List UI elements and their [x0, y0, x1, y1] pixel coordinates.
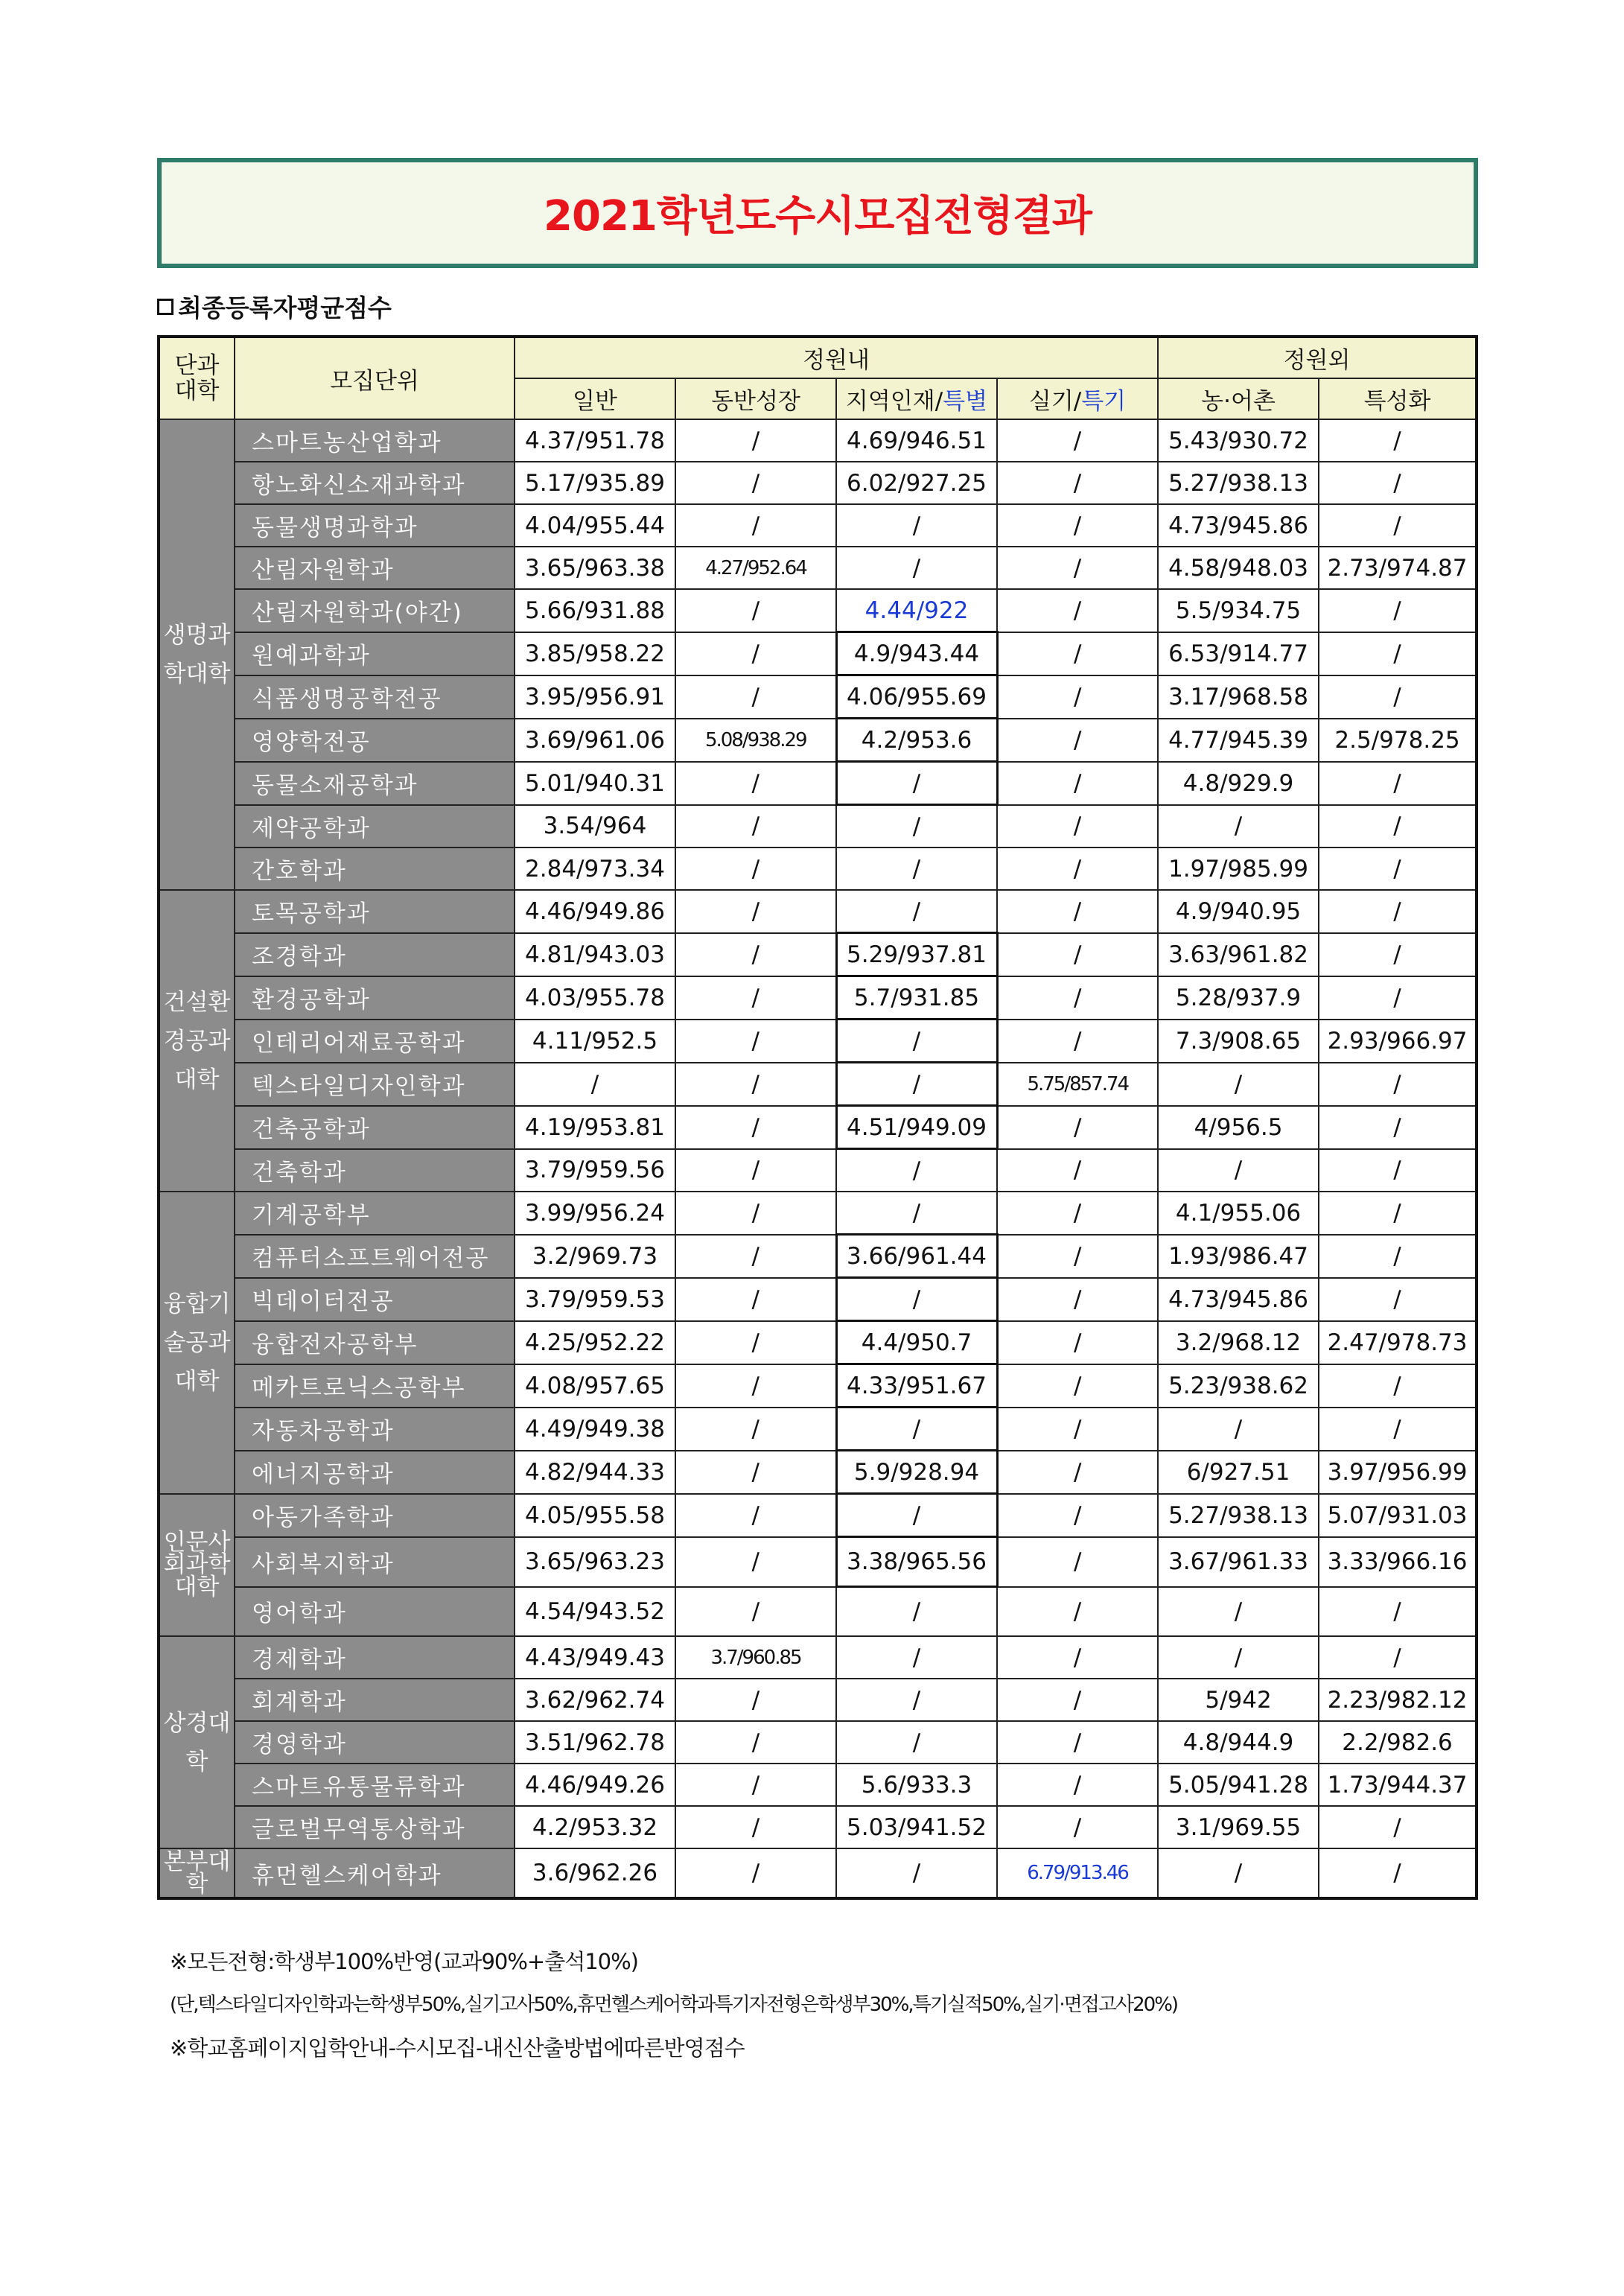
table-row	[159, 1106, 1477, 1149]
department-name: 동물생명과학과	[235, 504, 515, 547]
score-cell: /	[997, 1679, 1158, 1721]
header-college: 단과대학	[159, 337, 235, 419]
score-cell: /	[997, 890, 1158, 933]
score-cell: 5.43/930.72	[1158, 419, 1319, 462]
table-row	[159, 1063, 1477, 1106]
score-cell: /	[997, 547, 1158, 589]
score-cell: 4.8/944.9	[1158, 1721, 1319, 1764]
college-name: 건설환경공과대학	[159, 890, 235, 1192]
table-row	[159, 1721, 1477, 1764]
department-name: 에너지공학과	[235, 1451, 515, 1494]
score-cell: /	[1158, 1636, 1319, 1679]
table-row	[159, 589, 1477, 632]
score-cell: 3.97/956.99	[1319, 1451, 1477, 1494]
score-cell: /	[675, 589, 836, 632]
score-cell: 3.62/962.74	[515, 1679, 675, 1721]
score-cell: 3.67/961.33	[1158, 1537, 1319, 1587]
table-row	[159, 632, 1477, 675]
score-cell: /	[836, 1679, 997, 1721]
score-cell: /	[997, 1537, 1158, 1587]
score-cell: 4.06/955.69	[836, 675, 997, 719]
score-cell: /	[997, 762, 1158, 805]
score-cell: 3.66/961.44	[836, 1235, 997, 1278]
score-cell: /	[997, 1806, 1158, 1848]
score-cell: /	[675, 1278, 836, 1321]
score-cell: /	[1319, 1636, 1477, 1679]
score-cell: /	[1158, 1149, 1319, 1192]
score-cell: /	[675, 1587, 836, 1637]
table-row	[159, 1636, 1477, 1679]
score-cell: 5/942	[1158, 1679, 1319, 1721]
department-name: 영어학과	[235, 1587, 515, 1637]
score-cell: 4.2/953.6	[836, 719, 997, 762]
score-cell: /	[997, 675, 1158, 719]
checkbox-square-icon	[157, 299, 173, 315]
table-row	[159, 1587, 1477, 1637]
header-specialized: 특성화	[1319, 378, 1477, 419]
score-cell: 5.66/931.88	[515, 589, 675, 632]
score-cell: 3.65/963.23	[515, 1537, 675, 1587]
score-cell: 2.5/978.25	[1319, 719, 1477, 762]
score-cell: /	[836, 1192, 997, 1235]
score-cell: /	[1319, 1278, 1477, 1321]
table-row	[159, 675, 1477, 719]
department-name: 융합전자공학부	[235, 1321, 515, 1364]
header-general: 일반	[515, 378, 675, 419]
score-cell: /	[675, 1063, 836, 1106]
score-cell: /	[1158, 1408, 1319, 1451]
department-name: 메카트로닉스공학부	[235, 1364, 515, 1408]
score-cell: /	[836, 1278, 997, 1321]
score-cell: 3.85/958.22	[515, 632, 675, 675]
score-cell: 4.82/944.33	[515, 1451, 675, 1494]
score-cell: /	[836, 1848, 997, 1898]
score-cell: /	[1158, 1063, 1319, 1106]
note-2: (단,텍스타일디자인학과는학생부50%,실기고사50%,휴먼헬스케어학과특기자전형은학생부30%,특기실적50%,실기·면접고사20%)	[170, 1994, 1178, 2016]
score-cell: /	[836, 547, 997, 589]
score-cell: 4.33/951.67	[836, 1364, 997, 1408]
score-cell: 3.95/956.91	[515, 675, 675, 719]
score-cell: 5.27/938.13	[1158, 1494, 1319, 1537]
score-cell: /	[836, 1408, 997, 1451]
results-table	[157, 335, 1478, 1900]
score-cell: 2.73/974.87	[1319, 547, 1477, 589]
score-cell: 5.27/938.13	[1158, 462, 1319, 504]
score-cell: /	[675, 504, 836, 547]
score-cell: 4.25/952.22	[515, 1321, 675, 1364]
score-cell: 4.19/953.81	[515, 1106, 675, 1149]
score-cell: /	[675, 1106, 836, 1149]
score-cell: /	[675, 1321, 836, 1364]
department-name: 휴먼헬스케어학과	[235, 1848, 515, 1898]
score-cell: /	[1319, 1806, 1477, 1848]
score-cell: /	[997, 589, 1158, 632]
score-cell: 2.47/978.73	[1319, 1321, 1477, 1364]
department-name: 식품생명공학전공	[235, 675, 515, 719]
score-cell: 5.07/931.03	[1319, 1494, 1477, 1537]
department-name: 경제학과	[235, 1636, 515, 1679]
department-name: 토목공학과	[235, 890, 515, 933]
score-cell: /	[997, 1587, 1158, 1637]
score-cell: 5.05/941.28	[1158, 1764, 1319, 1806]
score-cell: 5.6/933.3	[836, 1764, 997, 1806]
score-cell: 4.51/949.09	[836, 1106, 997, 1149]
score-cell: /	[675, 1848, 836, 1898]
college-name: 생명과학대학	[159, 419, 235, 890]
score-cell: /	[1319, 1848, 1477, 1898]
college-name: 본부대학	[159, 1848, 235, 1898]
table-row	[159, 1020, 1477, 1063]
score-cell: /	[997, 504, 1158, 547]
score-cell: 3.65/963.38	[515, 547, 675, 589]
score-cell: /	[1319, 1235, 1477, 1278]
score-cell: 2.84/973.34	[515, 848, 675, 890]
score-cell: /	[997, 419, 1158, 462]
score-cell: 4.54/943.52	[515, 1587, 675, 1637]
table-row	[159, 1364, 1477, 1408]
department-name: 환경공학과	[235, 976, 515, 1020]
score-cell: 2.23/982.12	[1319, 1679, 1477, 1721]
score-cell: 3.69/961.06	[515, 719, 675, 762]
score-cell: /	[836, 1494, 997, 1537]
score-cell: 4.37/951.78	[515, 419, 675, 462]
score-cell: 3.38/965.56	[836, 1537, 997, 1587]
table-body	[159, 419, 1477, 1898]
table-row	[159, 1806, 1477, 1848]
score-cell: /	[1319, 933, 1477, 976]
header-rural: 농·어촌	[1158, 378, 1319, 419]
score-cell: /	[1319, 805, 1477, 848]
score-cell: /	[836, 890, 997, 933]
score-cell: 3.33/966.16	[1319, 1537, 1477, 1587]
table-row	[159, 419, 1477, 462]
score-cell: 4.49/949.38	[515, 1408, 675, 1451]
score-cell: 5.7/931.85	[836, 976, 997, 1020]
score-cell: /	[675, 419, 836, 462]
score-cell: /	[675, 462, 836, 504]
score-cell: /	[675, 1364, 836, 1408]
table-row	[159, 1149, 1477, 1192]
department-name: 원예과학과	[235, 632, 515, 675]
score-cell: /	[675, 805, 836, 848]
score-cell: /	[997, 1721, 1158, 1764]
score-cell: /	[997, 1321, 1158, 1364]
table-row	[159, 976, 1477, 1020]
score-cell: 4.27/952.64	[675, 547, 836, 589]
department-name: 건축공학과	[235, 1106, 515, 1149]
score-cell: /	[997, 805, 1158, 848]
page-title: 2021학년도수시모집전형결과	[544, 192, 1092, 241]
score-cell: /	[836, 1721, 997, 1764]
score-cell: /	[1319, 1364, 1477, 1408]
table-row	[159, 1848, 1477, 1898]
score-cell: 4.44/922	[836, 589, 997, 632]
table-row	[159, 1537, 1477, 1587]
score-cell: /	[1319, 1149, 1477, 1192]
score-cell: /	[675, 848, 836, 890]
score-cell: /	[675, 1494, 836, 1537]
score-cell: /	[997, 1451, 1158, 1494]
score-cell: /	[1319, 1587, 1477, 1637]
score-cell: /	[836, 1636, 997, 1679]
score-cell: 4.03/955.78	[515, 976, 675, 1020]
score-cell: 3.6/962.26	[515, 1848, 675, 1898]
score-cell: 5.29/937.81	[836, 933, 997, 976]
department-name: 산림자원학과	[235, 547, 515, 589]
table-row	[159, 805, 1477, 848]
score-cell: 5.9/928.94	[836, 1451, 997, 1494]
score-cell: /	[997, 1149, 1158, 1192]
score-cell: 4.1/955.06	[1158, 1192, 1319, 1235]
score-cell: /	[997, 462, 1158, 504]
score-cell: /	[1158, 805, 1319, 848]
table-row	[159, 1451, 1477, 1494]
score-cell: /	[675, 890, 836, 933]
score-cell: 3.2/968.12	[1158, 1321, 1319, 1364]
score-cell: /	[997, 1106, 1158, 1149]
score-cell: /	[997, 719, 1158, 762]
score-cell: /	[836, 848, 997, 890]
score-cell: 6.02/927.25	[836, 462, 997, 504]
score-cell: 5.5/934.75	[1158, 589, 1319, 632]
score-cell: /	[997, 976, 1158, 1020]
score-cell: 4.9/940.95	[1158, 890, 1319, 933]
score-cell: /	[997, 933, 1158, 976]
department-name: 제약공학과	[235, 805, 515, 848]
score-cell: /	[997, 1235, 1158, 1278]
score-cell: /	[1319, 762, 1477, 805]
score-cell: /	[997, 1020, 1158, 1063]
table-row	[159, 1679, 1477, 1721]
section-heading	[157, 289, 392, 324]
score-cell: 3.51/962.78	[515, 1721, 675, 1764]
score-cell: /	[675, 1679, 836, 1721]
score-cell: /	[836, 762, 997, 805]
score-cell: 4.9/943.44	[836, 632, 997, 675]
score-cell: /	[675, 1408, 836, 1451]
college-name: 상경대학	[159, 1636, 235, 1848]
score-cell: 4.73/945.86	[1158, 504, 1319, 547]
score-cell: 3.1/969.55	[1158, 1806, 1319, 1848]
score-cell: 3.63/961.82	[1158, 933, 1319, 976]
score-cell: 3.54/964	[515, 805, 675, 848]
score-cell: /	[997, 1364, 1158, 1408]
score-cell: 3.17/968.58	[1158, 675, 1319, 719]
department-name: 회계학과	[235, 1679, 515, 1721]
department-name: 스마트유통물류학과	[235, 1764, 515, 1806]
score-cell: /	[997, 1494, 1158, 1537]
table-row	[159, 890, 1477, 933]
score-cell: 4.2/953.32	[515, 1806, 675, 1848]
score-cell: /	[1319, 589, 1477, 632]
score-cell: /	[836, 1587, 997, 1637]
score-cell: 4.46/949.86	[515, 890, 675, 933]
department-name: 동물소재공학과	[235, 762, 515, 805]
score-cell: 3.2/969.73	[515, 1235, 675, 1278]
score-cell: /	[1319, 1063, 1477, 1106]
department-name: 컴퓨터소프트웨어전공	[235, 1235, 515, 1278]
score-cell: /	[675, 1020, 836, 1063]
department-name: 빅데이터전공	[235, 1278, 515, 1321]
note-1: ※모든전형:학생부100%반영(교과90%+출석10%)	[170, 1949, 639, 1974]
score-cell: /	[997, 1408, 1158, 1451]
score-cell: 7.3/908.65	[1158, 1020, 1319, 1063]
score-cell: /	[675, 1721, 836, 1764]
score-cell: 5.03/941.52	[836, 1806, 997, 1848]
score-cell: /	[675, 1235, 836, 1278]
score-cell: 5.28/937.9	[1158, 976, 1319, 1020]
score-cell: 5.23/938.62	[1158, 1364, 1319, 1408]
score-cell: /	[1319, 976, 1477, 1020]
score-cell: /	[675, 1149, 836, 1192]
department-name: 간호학과	[235, 848, 515, 890]
department-name: 사회복지학과	[235, 1537, 515, 1587]
table-row	[159, 1764, 1477, 1806]
department-name: 건축학과	[235, 1149, 515, 1192]
table-row	[159, 719, 1477, 762]
score-cell: 4.08/957.65	[515, 1364, 675, 1408]
score-cell: 4.69/946.51	[836, 419, 997, 462]
section-title: 최종등록자평균점수	[178, 293, 392, 322]
department-name: 영양학전공	[235, 719, 515, 762]
score-cell: /	[997, 1278, 1158, 1321]
score-cell: /	[1319, 504, 1477, 547]
table-row	[159, 933, 1477, 976]
table-row	[159, 762, 1477, 805]
score-cell: /	[997, 1636, 1158, 1679]
table-row	[159, 1494, 1477, 1537]
score-cell: /	[836, 1149, 997, 1192]
score-cell: 4.04/955.44	[515, 504, 675, 547]
score-cell: 2.93/966.97	[1319, 1020, 1477, 1063]
department-name: 텍스타일디자인학과	[235, 1063, 515, 1106]
score-cell: /	[836, 1063, 997, 1106]
score-cell: /	[1319, 1192, 1477, 1235]
score-cell: /	[675, 976, 836, 1020]
score-cell: 1.97/985.99	[1158, 848, 1319, 890]
score-cell: /	[836, 504, 997, 547]
score-cell: /	[997, 1764, 1158, 1806]
score-cell: /	[1319, 848, 1477, 890]
score-cell: 3.99/956.24	[515, 1192, 675, 1235]
score-cell: 4.4/950.7	[836, 1321, 997, 1364]
table-row	[159, 547, 1477, 589]
score-cell: 5.17/935.89	[515, 462, 675, 504]
header-regional: 지역인재/특별	[836, 378, 997, 419]
table-row	[159, 1278, 1477, 1321]
score-cell: /	[1158, 1587, 1319, 1637]
score-cell: /	[675, 1806, 836, 1848]
score-cell: /	[836, 1020, 997, 1063]
score-cell: /	[1319, 1106, 1477, 1149]
score-cell: 4.43/949.43	[515, 1636, 675, 1679]
score-cell: 5.01/940.31	[515, 762, 675, 805]
score-cell: /	[675, 762, 836, 805]
score-cell: 4.11/952.5	[515, 1020, 675, 1063]
table-row	[159, 1408, 1477, 1451]
score-cell: /	[997, 1192, 1158, 1235]
title-box	[157, 158, 1478, 268]
score-cell: 4/956.5	[1158, 1106, 1319, 1149]
score-cell: 4.58/948.03	[1158, 547, 1319, 589]
score-cell: 1.93/986.47	[1158, 1235, 1319, 1278]
table-row	[159, 848, 1477, 890]
score-cell: /	[997, 632, 1158, 675]
score-cell: /	[675, 1451, 836, 1494]
department-name: 아동가족학과	[235, 1494, 515, 1537]
score-cell: 5.08/938.29	[675, 719, 836, 762]
header-outside-quota: 정원외	[1158, 337, 1477, 378]
header-practical: 실기/특기	[997, 378, 1158, 419]
score-cell: 3.79/959.53	[515, 1278, 675, 1321]
table-row	[159, 1321, 1477, 1364]
score-cell: /	[1319, 462, 1477, 504]
score-cell: /	[675, 1537, 836, 1587]
footnotes	[170, 1940, 1177, 2070]
score-cell: /	[1319, 632, 1477, 675]
score-cell: 4.05/955.58	[515, 1494, 675, 1537]
note-3: ※학교홈페이지입학안내-수시모집-내신산출방법에따른반영점수	[170, 2035, 745, 2061]
score-cell: 6.79/913.46	[997, 1848, 1158, 1898]
score-cell: /	[1319, 675, 1477, 719]
table-row	[159, 462, 1477, 504]
score-cell: 4.73/945.86	[1158, 1278, 1319, 1321]
score-cell: /	[675, 1192, 836, 1235]
score-cell: /	[1319, 890, 1477, 933]
score-cell: /	[1319, 1408, 1477, 1451]
table-row	[159, 1235, 1477, 1278]
score-cell: /	[675, 933, 836, 976]
score-cell: /	[1319, 419, 1477, 462]
score-cell: /	[997, 848, 1158, 890]
score-cell: 6/927.51	[1158, 1451, 1319, 1494]
score-cell: /	[675, 675, 836, 719]
score-cell: /	[675, 1764, 836, 1806]
score-cell: 3.79/959.56	[515, 1149, 675, 1192]
score-cell: 1.73/944.37	[1319, 1764, 1477, 1806]
score-cell: 3.7/960.85	[675, 1636, 836, 1679]
score-cell: 4.77/945.39	[1158, 719, 1319, 762]
department-name: 조경학과	[235, 933, 515, 976]
department-name: 스마트농산업학과	[235, 419, 515, 462]
score-cell: 4.46/949.26	[515, 1764, 675, 1806]
score-cell: /	[515, 1063, 675, 1106]
score-cell: /	[675, 632, 836, 675]
department-name: 글로벌무역통상학과	[235, 1806, 515, 1848]
department-name: 산림자원학과(야간)	[235, 589, 515, 632]
score-cell: /	[836, 805, 997, 848]
college-name: 인문사회과학대학	[159, 1494, 235, 1637]
header-within-quota: 정원내	[515, 337, 1158, 378]
college-name: 융합기술공과대학	[159, 1192, 235, 1494]
score-cell: /	[1158, 1848, 1319, 1898]
table-row	[159, 1192, 1477, 1235]
department-name: 경영학과	[235, 1721, 515, 1764]
header-unit: 모집단위	[235, 337, 515, 419]
score-cell: 4.8/929.9	[1158, 762, 1319, 805]
score-cell: 6.53/914.77	[1158, 632, 1319, 675]
department-name: 항노화신소재과학과	[235, 462, 515, 504]
score-cell: 4.81/943.03	[515, 933, 675, 976]
header-growth: 동반성장	[675, 378, 836, 419]
score-cell: 2.2/982.6	[1319, 1721, 1477, 1764]
department-name: 자동차공학과	[235, 1408, 515, 1451]
table-row	[159, 504, 1477, 547]
score-cell: 5.75/857.74	[997, 1063, 1158, 1106]
department-name: 인테리어재료공학과	[235, 1020, 515, 1063]
department-name: 기계공학부	[235, 1192, 515, 1235]
